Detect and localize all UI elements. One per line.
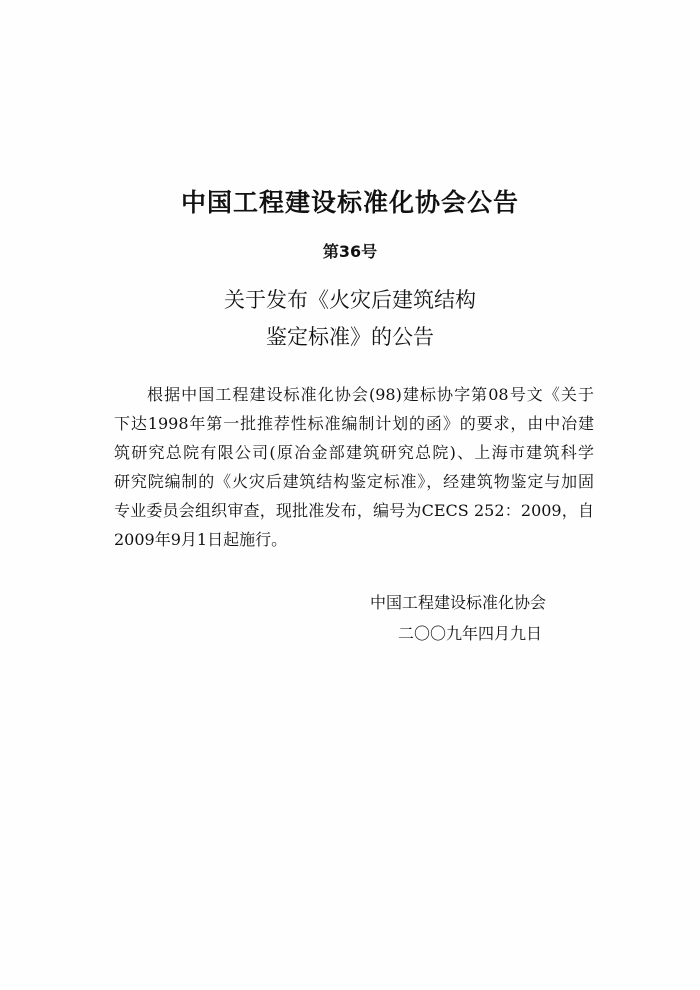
- announcement-subtitle-line-2: 鉴定标准》的公告: [266, 325, 434, 349]
- body-text-line-6: 2009年9月1日起施行。: [114, 530, 288, 549]
- signature-organization: 中国工程建设标准化协会: [370, 593, 547, 612]
- body-text-line-4: 研究院编制的《火灾后建筑结构鉴定标准》，经建筑物鉴定与加固: [114, 472, 594, 491]
- announcement-number: 第36号: [322, 242, 378, 261]
- body-text-line-2: 下达1998年第一批推荐性标准编制计划的函》的要求，由中冶建: [114, 414, 594, 433]
- signature-date: 二〇〇九年四月九日: [398, 624, 543, 643]
- announcement-title: 中国工程建设标准化协会公告: [180, 188, 519, 217]
- body-text-line-1: 根据中国工程建设标准化协会(98)建标协字第08号文《关于: [147, 385, 594, 404]
- body-text-line-3: 筑研究总院有限公司(原冶金部建筑研究总院)、上海市建筑科学: [114, 443, 594, 462]
- body-text-line-5: 专业委员会组织审查，现批准发布，编号为CECS 252：2009，自: [114, 501, 594, 520]
- announcement-subtitle-line-1: 关于发布《火灾后建筑结构: [224, 288, 476, 312]
